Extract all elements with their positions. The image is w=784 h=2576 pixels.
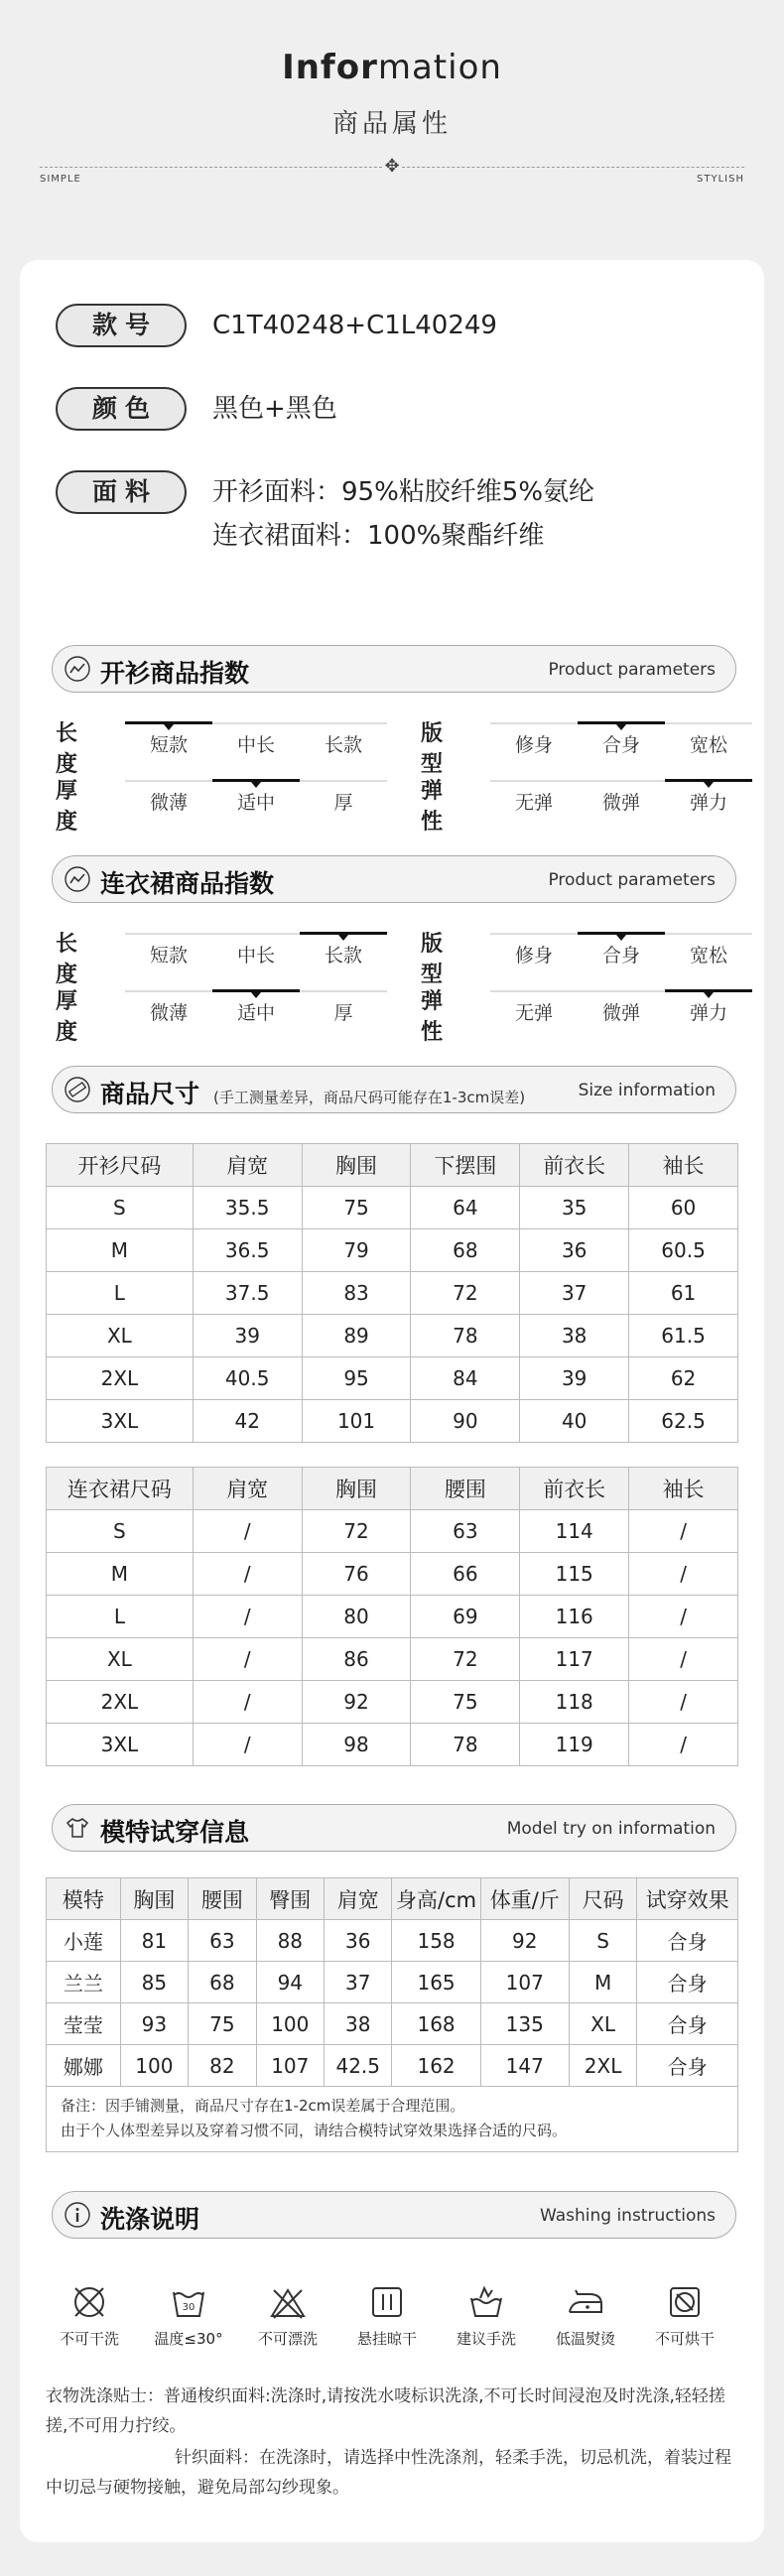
index-option: 无弹 — [514, 792, 553, 814]
table-cell: / — [629, 1596, 738, 1638]
table-cell: 107 — [480, 1962, 569, 2003]
table-cell: 119 — [520, 1724, 629, 1766]
attr-value: 开衫面料：95%粘胶纤维5%氨纶 连衣裙面料：100%聚酯纤维 — [212, 477, 595, 551]
section-en: Size information — [578, 1081, 716, 1100]
index-option: 微薄 — [149, 792, 188, 814]
shirt-icon — [65, 1815, 90, 1841]
ruler-icon — [65, 1077, 90, 1102]
table-cell: 60.5 — [629, 1229, 738, 1272]
cardigan-size-table — [46, 1143, 738, 1443]
divider-right — [402, 167, 744, 168]
table-cell: 62.5 — [629, 1400, 738, 1443]
table-cell: 37 — [520, 1272, 629, 1315]
table-cell: L — [47, 1596, 194, 1638]
table-cell: 75 — [302, 1187, 411, 1229]
table-cell: 38 — [520, 1315, 629, 1357]
table-cell: M — [47, 1553, 194, 1596]
index-label: 厚度 — [56, 989, 78, 1045]
table-header-cell: 胸围 — [302, 1468, 411, 1510]
wash-item: 不可漂洗 — [238, 2282, 337, 2349]
table-row — [47, 1357, 738, 1400]
section-wash — [52, 2191, 736, 2239]
table-cell: M — [47, 1229, 194, 1272]
section-size — [52, 1066, 736, 1113]
section-en: Washing instructions — [539, 2206, 716, 2226]
table-cell: 36 — [520, 1229, 629, 1272]
table-row — [47, 1315, 738, 1357]
trend-icon — [65, 866, 90, 892]
table-cell: / — [193, 1724, 302, 1766]
table-cell: 75 — [411, 1681, 520, 1724]
table-cell: / — [629, 1724, 738, 1766]
index-option: 无弹 — [514, 1002, 553, 1024]
table-header-cell: 胸围 — [120, 1878, 188, 1920]
table-cell: 107 — [256, 2045, 324, 2087]
table-cell: 82 — [189, 2045, 256, 2087]
table-cell: L — [47, 1272, 194, 1315]
table-cell: 76 — [302, 1553, 411, 1596]
attr-label: 颜色 — [56, 387, 187, 431]
table-header-cell: 模特 — [47, 1878, 121, 1920]
index-option: 修身 — [514, 945, 553, 966]
table-cell: 114 — [520, 1510, 629, 1553]
table-cell: 36.5 — [193, 1229, 302, 1272]
table-cell: 72 — [411, 1272, 520, 1315]
table-cell: XL — [47, 1638, 194, 1681]
table-row — [47, 1187, 738, 1229]
table-header-cell: 袖长 — [629, 1468, 738, 1510]
table-cell: / — [629, 1510, 738, 1553]
table-cell: 40.5 — [193, 1357, 302, 1400]
table-cell: 98 — [302, 1724, 411, 1766]
table-cell: 61 — [629, 1272, 738, 1315]
table-cell: 94 — [256, 1962, 324, 2003]
table-row — [47, 1920, 738, 1962]
table-cell: 117 — [520, 1638, 629, 1681]
table-cell: 165 — [392, 1962, 480, 2003]
table-cell: 92 — [302, 1681, 411, 1724]
wash-tip-knit: 针织面料：在洗涤时，请选择中性洗涤剂，轻柔手洗，切忌机洗，着装过程中切忌与硬物接触，避免局部勾纱现象。 — [46, 2448, 731, 2498]
low-iron-icon — [566, 2282, 605, 2322]
table-row — [47, 2045, 738, 2087]
table-header-cell: 下摆围 — [411, 1144, 520, 1187]
cross-icon: ✥ — [384, 156, 400, 177]
index-option: 厚 — [333, 792, 353, 814]
attr-color — [56, 387, 337, 431]
table-row — [47, 1724, 738, 1766]
table-cell: 78 — [411, 1315, 520, 1357]
table-cell: 80 — [302, 1596, 411, 1638]
table-header-cell: 腰围 — [189, 1878, 256, 1920]
table-cell: 78 — [411, 1724, 520, 1766]
table-cell: 38 — [325, 2003, 392, 2045]
table-row — [47, 1553, 738, 1596]
index-option: 微弹 — [601, 792, 640, 814]
table-cell: 100 — [120, 2045, 188, 2087]
section-title: 洗涤说明 — [100, 2205, 200, 2234]
table-cell: / — [629, 1681, 738, 1724]
table-cell: 61.5 — [629, 1315, 738, 1357]
section-title: 开衫商品指数 — [100, 659, 250, 688]
table-cell: 118 — [520, 1681, 629, 1724]
table-header-cell: 肩宽 — [193, 1468, 302, 1510]
table-cell: 69 — [411, 1596, 520, 1638]
index-option: 弹力 — [689, 792, 727, 814]
table-cell: 89 — [302, 1315, 411, 1357]
info-icon — [65, 2202, 90, 2228]
attr-value: C1T40248+C1L40249 — [212, 311, 497, 340]
index-option: 短款 — [149, 945, 188, 966]
index-option: 长款 — [324, 734, 362, 756]
table-cell: 79 — [302, 1229, 411, 1272]
table-header-row — [47, 1468, 738, 1510]
model-note: 备注：因手铺测量，商品尺寸存在1-2cm误差属于合理范围。 由于个人体型差异以及穿着习惯不同，请结合模特试穿效果选择合适的尺码。 — [46, 2086, 738, 2152]
table-cell: 合身 — [637, 2045, 738, 2087]
header-title: Information — [282, 48, 502, 87]
table-cell: 162 — [392, 2045, 480, 2087]
table-cell: 101 — [302, 1400, 411, 1443]
table-cell: 36 — [325, 1920, 392, 1962]
table-cell: 72 — [302, 1510, 411, 1553]
no-tumble-dry-icon — [665, 2282, 705, 2322]
table-cell: 3XL — [47, 1724, 194, 1766]
table-cell: 37 — [325, 1962, 392, 2003]
wash-30-icon — [169, 2282, 208, 2322]
table-header-cell: 开衫尺码 — [47, 1144, 194, 1187]
table-cell: 64 — [411, 1187, 520, 1229]
attr-fabric — [56, 470, 594, 558]
table-cell: 84 — [411, 1357, 520, 1400]
no-dry-clean-icon — [69, 2282, 109, 2322]
table-cell: 39 — [193, 1315, 302, 1357]
table-row — [47, 1400, 738, 1443]
index-option: 修身 — [514, 734, 553, 756]
table-header-cell: 连衣裙尺码 — [47, 1468, 194, 1510]
no-bleach-icon — [268, 2282, 308, 2322]
wash-item: 不可烘干 — [635, 2282, 734, 2349]
table-cell: 92 — [480, 1920, 569, 1962]
index-option: 短款 — [149, 734, 188, 756]
table-cell: 95 — [302, 1357, 411, 1400]
table-cell: 63 — [189, 1920, 256, 1962]
wash-item: 悬挂晾干 — [337, 2282, 437, 2349]
table-cell: 合身 — [637, 1920, 738, 1962]
dress-size-table — [46, 1467, 738, 1766]
table-cell: 3XL — [47, 1400, 194, 1443]
index-label: 长度 — [56, 932, 78, 987]
index-option: 长款 — [324, 945, 362, 966]
table-cell: 兰兰 — [47, 1962, 121, 2003]
table-row — [47, 1229, 738, 1272]
table-header-cell: 前衣长 — [520, 1468, 629, 1510]
table-cell: 90 — [411, 1400, 520, 1443]
section-title: 商品尺寸 (手工测量差异，商品尺码可能存在1-3cm误差) — [100, 1080, 526, 1108]
table-row — [47, 1681, 738, 1724]
table-cell: 100 — [256, 2003, 324, 2045]
index-option: 宽松 — [689, 734, 727, 756]
table-header-cell: 腰围 — [411, 1468, 520, 1510]
index-label: 厚度 — [56, 779, 78, 835]
table-cell: 小莲 — [47, 1920, 121, 1962]
wash-item: 低温熨烫 — [536, 2282, 635, 2349]
model-table — [46, 1877, 738, 2087]
table-cell: M — [569, 1962, 636, 2003]
table-cell: 72 — [411, 1638, 520, 1681]
trend-icon — [65, 656, 90, 682]
table-header-cell: 肩宽 — [325, 1878, 392, 1920]
index-label: 弹性 — [421, 779, 444, 835]
table-cell: 42.5 — [325, 2045, 392, 2087]
table-row — [47, 1596, 738, 1638]
wash-item: 建议手洗 — [437, 2282, 536, 2349]
hand-wash-icon — [466, 2282, 506, 2322]
table-cell: 86 — [302, 1638, 411, 1681]
tag-simple: SIMPLE — [40, 174, 81, 185]
size-note: (手工测量差异，商品尺码可能存在1-3cm误差) — [213, 1089, 526, 1106]
table-header-row — [47, 1878, 738, 1920]
index-option: 适中 — [236, 1002, 275, 1024]
table-cell: / — [629, 1553, 738, 1596]
table-cell: 2XL — [569, 2045, 636, 2087]
index-option: 弹力 — [689, 1002, 727, 1024]
table-cell: 62 — [629, 1357, 738, 1400]
index-option: 中长 — [236, 734, 275, 756]
table-cell: 93 — [120, 2003, 188, 2045]
table-header-cell: 胸围 — [302, 1144, 411, 1187]
table-row — [47, 1272, 738, 1315]
table-cell: 158 — [392, 1920, 480, 1962]
index-label: 弹性 — [421, 989, 444, 1045]
table-header-row — [47, 1144, 738, 1187]
content-card — [20, 260, 764, 2542]
section-title: 模特试穿信息 — [100, 1818, 250, 1847]
table-header-cell: 试穿效果 — [637, 1878, 738, 1920]
hang-dry-icon — [367, 2282, 407, 2322]
index-label: 版型 — [421, 721, 444, 777]
attr-value: 黑色+黑色 — [212, 394, 337, 424]
table-header-cell: 身高/cm — [392, 1878, 480, 1920]
table-cell: 40 — [520, 1400, 629, 1443]
wash-item: 30 温度≤30° — [139, 2282, 238, 2349]
svg-text:30: 30 — [182, 2302, 196, 2313]
table-cell: 莹莹 — [47, 2003, 121, 2045]
attr-label: 款号 — [56, 304, 187, 347]
table-cell: 42 — [193, 1400, 302, 1443]
table-cell: 135 — [480, 2003, 569, 2045]
table-cell: 168 — [392, 2003, 480, 2045]
table-header-cell: 体重/斤 — [480, 1878, 569, 1920]
table-cell: 35.5 — [193, 1187, 302, 1229]
table-cell: 116 — [520, 1596, 629, 1638]
section-en: Model try on information — [506, 1819, 716, 1839]
section-en: Product parameters — [548, 660, 716, 680]
table-cell: 66 — [411, 1553, 520, 1596]
index-option: 微薄 — [149, 1002, 188, 1024]
section-cardigan-index — [52, 645, 736, 693]
index-label: 长度 — [56, 721, 78, 777]
table-cell: 60 — [629, 1187, 738, 1229]
table-header-cell: 肩宽 — [193, 1144, 302, 1187]
section-title: 连衣裙商品指数 — [100, 869, 275, 898]
divider-left — [40, 167, 382, 168]
table-cell: 81 — [120, 1920, 188, 1962]
table-row — [47, 1510, 738, 1553]
table-cell: 娜娜 — [47, 2045, 121, 2087]
tag-stylish: STYLISH — [697, 174, 744, 185]
table-cell: 合身 — [637, 1962, 738, 2003]
index-label: 版型 — [421, 932, 444, 987]
index-option: 合身 — [601, 945, 640, 966]
table-row — [47, 1638, 738, 1681]
index-option: 合身 — [601, 734, 640, 756]
wash-tip-woven: 衣物洗涤贴士：普通梭织面料:洗涤时,请按洗水唛标识洗涤,不可长时间浸泡及时洗涤,轻轻搓搓,不可用力拧绞。 — [46, 2386, 725, 2436]
index-option: 微弹 — [601, 1002, 640, 1024]
table-cell: / — [193, 1596, 302, 1638]
table-cell: 39 — [520, 1357, 629, 1400]
table-cell: S — [47, 1187, 194, 1229]
table-cell: S — [47, 1510, 194, 1553]
index-option: 宽松 — [689, 945, 727, 966]
attr-style-number — [56, 304, 497, 347]
table-cell: / — [193, 1681, 302, 1724]
section-model — [52, 1804, 736, 1852]
table-cell: XL — [47, 1315, 194, 1357]
table-cell: / — [193, 1553, 302, 1596]
table-cell: 合身 — [637, 2003, 738, 2045]
table-cell: 147 — [480, 2045, 569, 2087]
table-header-cell: 袖长 — [629, 1144, 738, 1187]
table-cell: 75 — [189, 2003, 256, 2045]
table-cell: 2XL — [47, 1357, 194, 1400]
table-row — [47, 1962, 738, 2003]
table-cell: 88 — [256, 1920, 324, 1962]
table-cell: / — [193, 1510, 302, 1553]
table-header-cell: 尺码 — [569, 1878, 636, 1920]
table-cell: S — [569, 1920, 636, 1962]
table-cell: / — [629, 1638, 738, 1681]
header-subtitle: 商品属性 — [331, 109, 452, 139]
table-cell: 35 — [520, 1187, 629, 1229]
index-option: 厚 — [333, 1002, 353, 1024]
table-header-cell: 臀围 — [256, 1878, 324, 1920]
section-dress-index — [52, 855, 736, 903]
table-cell: 2XL — [47, 1681, 194, 1724]
attr-label: 面料 — [56, 470, 187, 514]
table-cell: XL — [569, 2003, 636, 2045]
table-row — [47, 2003, 738, 2045]
table-cell: 85 — [120, 1962, 188, 2003]
table-cell: 115 — [520, 1553, 629, 1596]
table-cell: 68 — [189, 1962, 256, 2003]
table-cell: 68 — [411, 1229, 520, 1272]
index-option: 适中 — [236, 792, 275, 814]
table-cell: 83 — [302, 1272, 411, 1315]
table-cell: 63 — [411, 1510, 520, 1553]
section-en: Product parameters — [548, 870, 716, 890]
page-header — [0, 0, 784, 248]
table-cell: 37.5 — [193, 1272, 302, 1315]
index-option: 中长 — [236, 945, 275, 966]
wash-item: 不可干洗 — [40, 2282, 139, 2349]
table-header-cell: 前衣长 — [520, 1144, 629, 1187]
table-cell: / — [193, 1638, 302, 1681]
